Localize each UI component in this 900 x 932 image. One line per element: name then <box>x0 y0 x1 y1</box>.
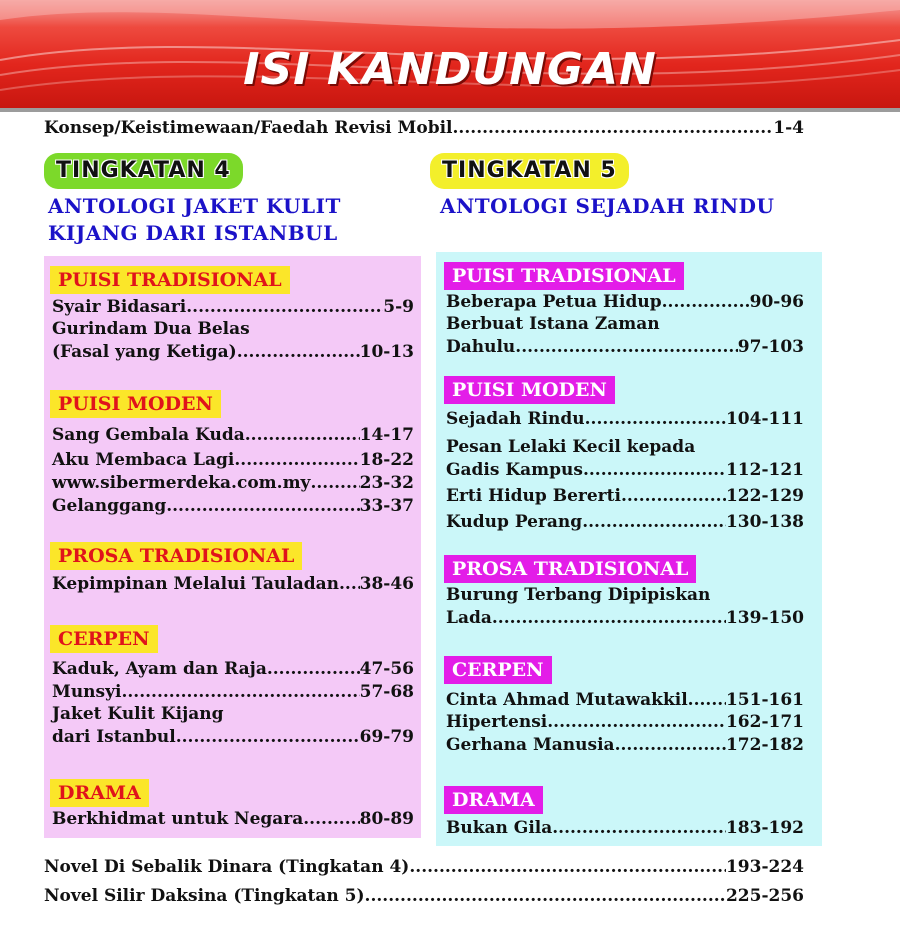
toc-entry: Gerhana Manusia ..... 172-182 <box>446 734 804 756</box>
section-heading-puisi-moden: PUISI MODEN <box>50 390 221 418</box>
toc-entry-novel-t4: Novel Di Sebalik Dinara (Tingkatan 4) ..... 193-224 <box>44 856 804 878</box>
section-heading-puisi-tradisional: PUISI TRADISIONAL <box>50 266 290 294</box>
anthology-title-t4-line1: ANTOLOGI JAKET KULIT <box>48 194 341 218</box>
section-heading-prosa-tradisional: PROSA TRADISIONAL <box>50 542 302 570</box>
anthology-title-t5: ANTOLOGI SEJADAH RINDU <box>440 194 775 218</box>
tingkatan-5-label: TINGKATAN 5 <box>430 153 629 189</box>
section-heading-drama: DRAMA <box>50 779 149 807</box>
toc-entry: Gelanggang ..... 33-37 <box>52 495 414 517</box>
toc-entry: www.sibermerdeka.com.my ..... 23-32 <box>52 472 414 494</box>
toc-entry-line1: Jaket Kulit Kijang <box>52 704 224 724</box>
section-heading-prosa-tradisional: PROSA TRADISIONAL <box>444 555 696 583</box>
toc-entry-line1: Gurindam Dua Belas <box>52 319 250 339</box>
toc-entry: Munsyi ..... 57-68 <box>52 681 414 703</box>
toc-entry: Dahulu ..... 97-103 <box>446 336 804 358</box>
toc-entry: Kudup Perang ..... 130-138 <box>446 511 804 533</box>
toc-entry-line1: Pesan Lelaki Kecil kepada <box>446 437 696 457</box>
toc-entry-line1: Berbuat Istana Zaman <box>446 314 660 334</box>
section-heading-puisi-tradisional: PUISI TRADISIONAL <box>444 262 684 290</box>
toc-entry: Lada ..... 139-150 <box>446 607 804 629</box>
toc-entry-novel-t5: Novel Silir Daksina (Tingkatan 5) ..... 225-256 <box>44 885 804 907</box>
toc-entry: Kepimpinan Melalui Tauladan ..... 38-46 <box>52 573 414 595</box>
toc-entry: dari Istanbul ..... 69-79 <box>52 726 414 748</box>
entry-pages: 1-4 <box>773 118 804 138</box>
tingkatan-4-label: TINGKATAN 4 <box>44 153 243 189</box>
toc-entry: (Fasal yang Ketiga) ..... 10-13 <box>52 341 414 363</box>
page-title: ISI KANDUNGAN <box>243 44 657 95</box>
toc-entry-line1: Burung Terbang Dipipiskan <box>446 585 711 605</box>
section-heading-cerpen: CERPEN <box>50 625 158 653</box>
toc-entry: Hipertensi ..... 162-171 <box>446 711 804 733</box>
section-heading-puisi-moden: PUISI MODEN <box>444 376 615 404</box>
toc-entry-konsep <box>44 117 804 139</box>
section-heading-drama: DRAMA <box>444 786 543 814</box>
section-heading-cerpen: CERPEN <box>444 656 552 684</box>
toc-entry: Sejadah Rindu ..... 104-111 <box>446 408 804 430</box>
toc-entry: Kaduk, Ayam dan Raja ..... 47-56 <box>52 658 414 680</box>
toc-entry: Sang Gembala Kuda ..... 14-17 <box>52 424 414 446</box>
banner-divider <box>0 108 900 112</box>
toc-entry: Berkhidmat untuk Negara ..... 80-89 <box>52 808 414 830</box>
toc-entry: Cinta Ahmad Mutawakkil ..... 151-161 <box>446 689 804 711</box>
toc-entry: Syair Bidasari ..... 5-9 <box>52 296 414 318</box>
toc-entry: Bukan Gila ..... 183-192 <box>446 817 804 839</box>
toc-entry: Beberapa Petua Hidup ..... 90-96 <box>446 291 804 313</box>
entry-title: Konsep/Keistimewaan/Faedah Revisi Mobil <box>44 118 453 138</box>
toc-entry: Erti Hidup Bererti ..... 122-129 <box>446 485 804 507</box>
toc-entry: Aku Membaca Lagi ..... 18-22 <box>52 449 414 471</box>
anthology-title-t4-line2: KIJANG DARI ISTANBUL <box>48 221 338 245</box>
toc-entry: Gadis Kampus ..... 112-121 <box>446 459 804 481</box>
